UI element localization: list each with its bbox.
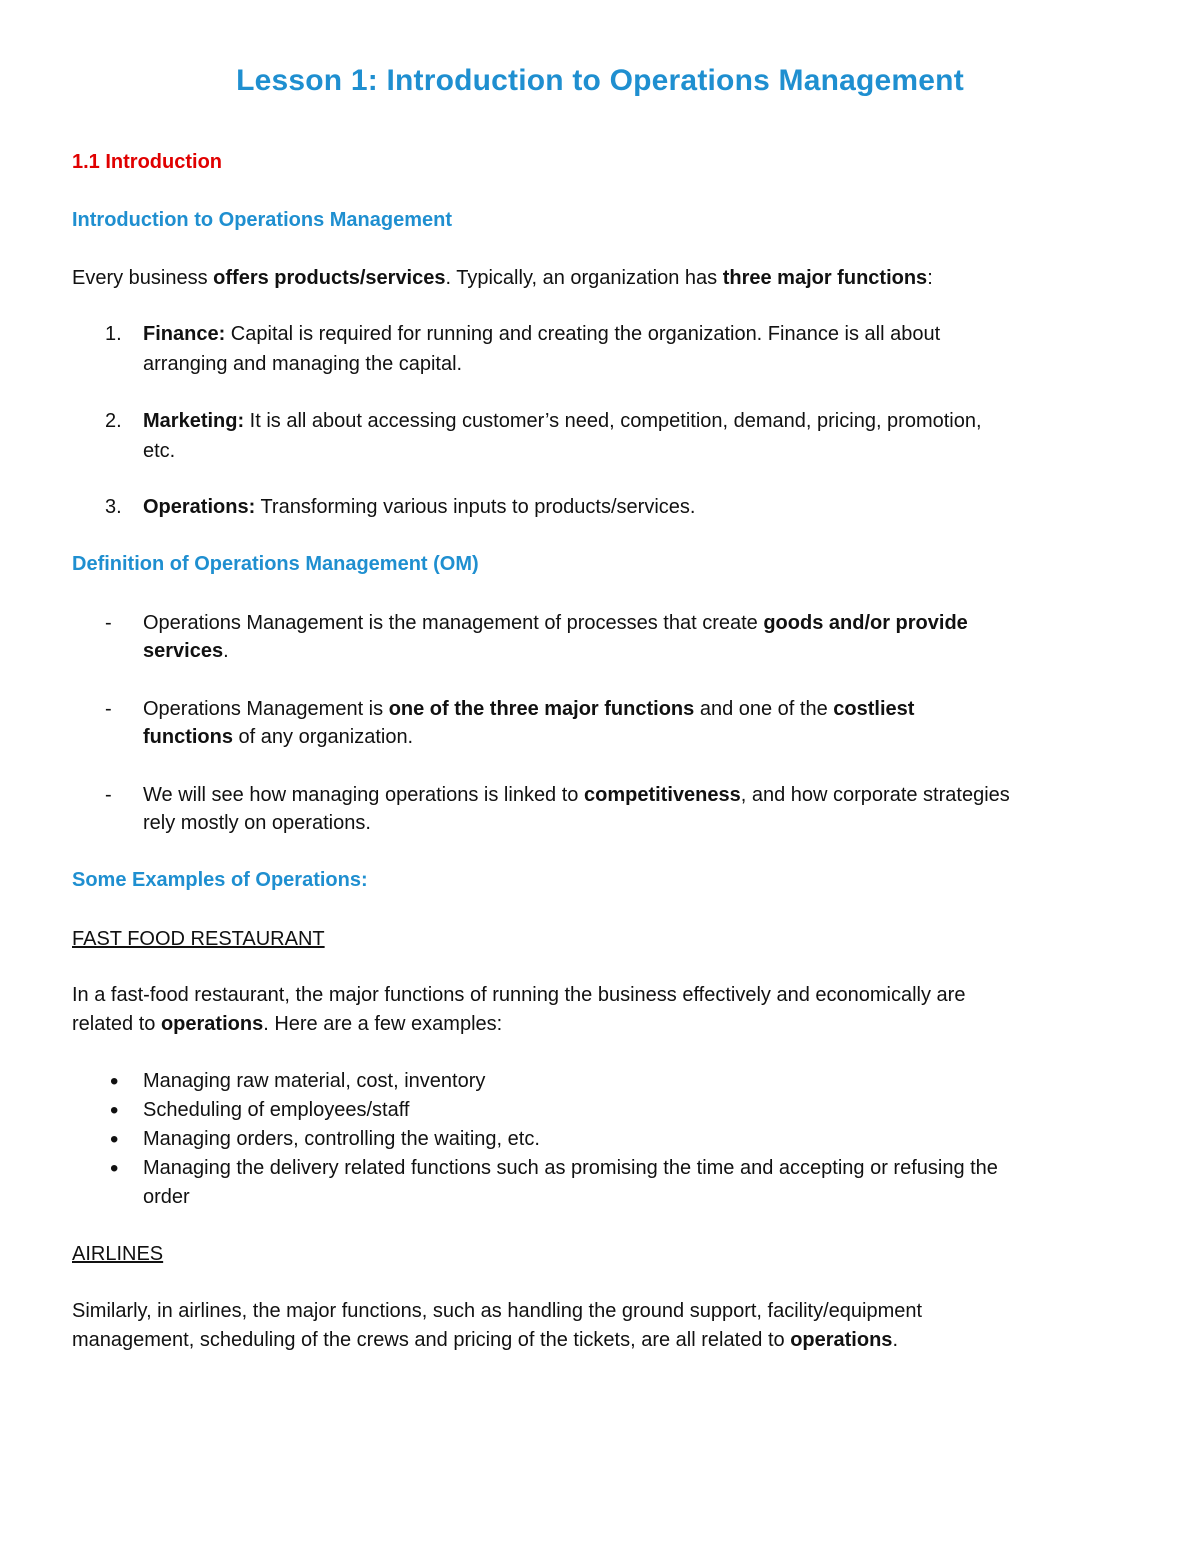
list-item-marketing: Marketing: It is all about accessing customer’s need, competition, demand, pricing, promotion, [143, 410, 982, 432]
list-item: Managing the delivery related functions such as promising the time and accepting or refusing the [143, 1157, 998, 1179]
bullet-icon: • [110, 1097, 119, 1124]
fast-food-paragraph: In a fast-food restaurant, the major functions of running the business effectively and economically are [72, 984, 966, 1006]
airlines-paragraph-cont: management, scheduling of the crews and pricing of the tickets, are all related to operations. [72, 1329, 898, 1351]
list-item: Managing orders, controlling the waiting, etc. [143, 1128, 540, 1150]
fast-food-paragraph-cont: related to operations. Here are a few examples: [72, 1013, 503, 1035]
airlines-heading: AIRLINES [72, 1243, 164, 1265]
page-title: Lesson 1: Introduction to Operations Management [236, 64, 964, 97]
list-item-cont: order [143, 1186, 190, 1208]
list-item: Scheduling of employees/staff [143, 1099, 410, 1121]
dash-marker: - [105, 784, 112, 806]
definition-item-cont: rely mostly on operations. [143, 812, 371, 834]
list-marker: 2. [105, 410, 122, 432]
list-item-operations: Operations: Transforming various inputs to products/services. [143, 496, 696, 518]
list-item-finance: Finance: Capital is required for running and creating the organization. Finance is all about [143, 323, 941, 345]
intro-heading: Introduction to Operations Management [72, 209, 453, 231]
dash-marker: - [105, 698, 112, 720]
list-item-finance-cont: arranging and managing the capital. [143, 353, 463, 375]
section-heading: 1.1 Introduction [72, 151, 222, 173]
fast-food-heading: FAST FOOD RESTAURANT [72, 928, 325, 950]
definition-item: Operations Management is one of the three major functions and one of the costliest [143, 698, 915, 720]
dash-marker: - [105, 612, 112, 634]
bullet-icon: • [110, 1126, 119, 1153]
list-item: Managing raw material, cost, inventory [143, 1070, 486, 1092]
intro-paragraph: Every business offers products/services. Typically, an organization has three major functions: [72, 267, 933, 289]
definition-item: We will see how managing operations is linked to competitiveness, and how corporate strategies [143, 784, 1010, 806]
list-item-marketing-cont: etc. [143, 440, 176, 462]
definition-heading: Definition of Operations Management (OM) [72, 553, 479, 575]
definition-item-cont: functions of any organization. [143, 726, 414, 748]
definition-item: Operations Management is the management of processes that create goods and/or provide [143, 612, 968, 634]
examples-heading: Some Examples of Operations: [72, 869, 368, 891]
bullet-icon: • [110, 1068, 119, 1095]
list-marker: 1. [105, 323, 122, 345]
list-marker: 3. [105, 496, 122, 518]
airlines-paragraph: Similarly, in airlines, the major functions, such as handling the ground support, facility/equipment [72, 1300, 923, 1322]
bullet-icon: • [110, 1155, 119, 1182]
definition-item-cont: services. [143, 640, 229, 662]
